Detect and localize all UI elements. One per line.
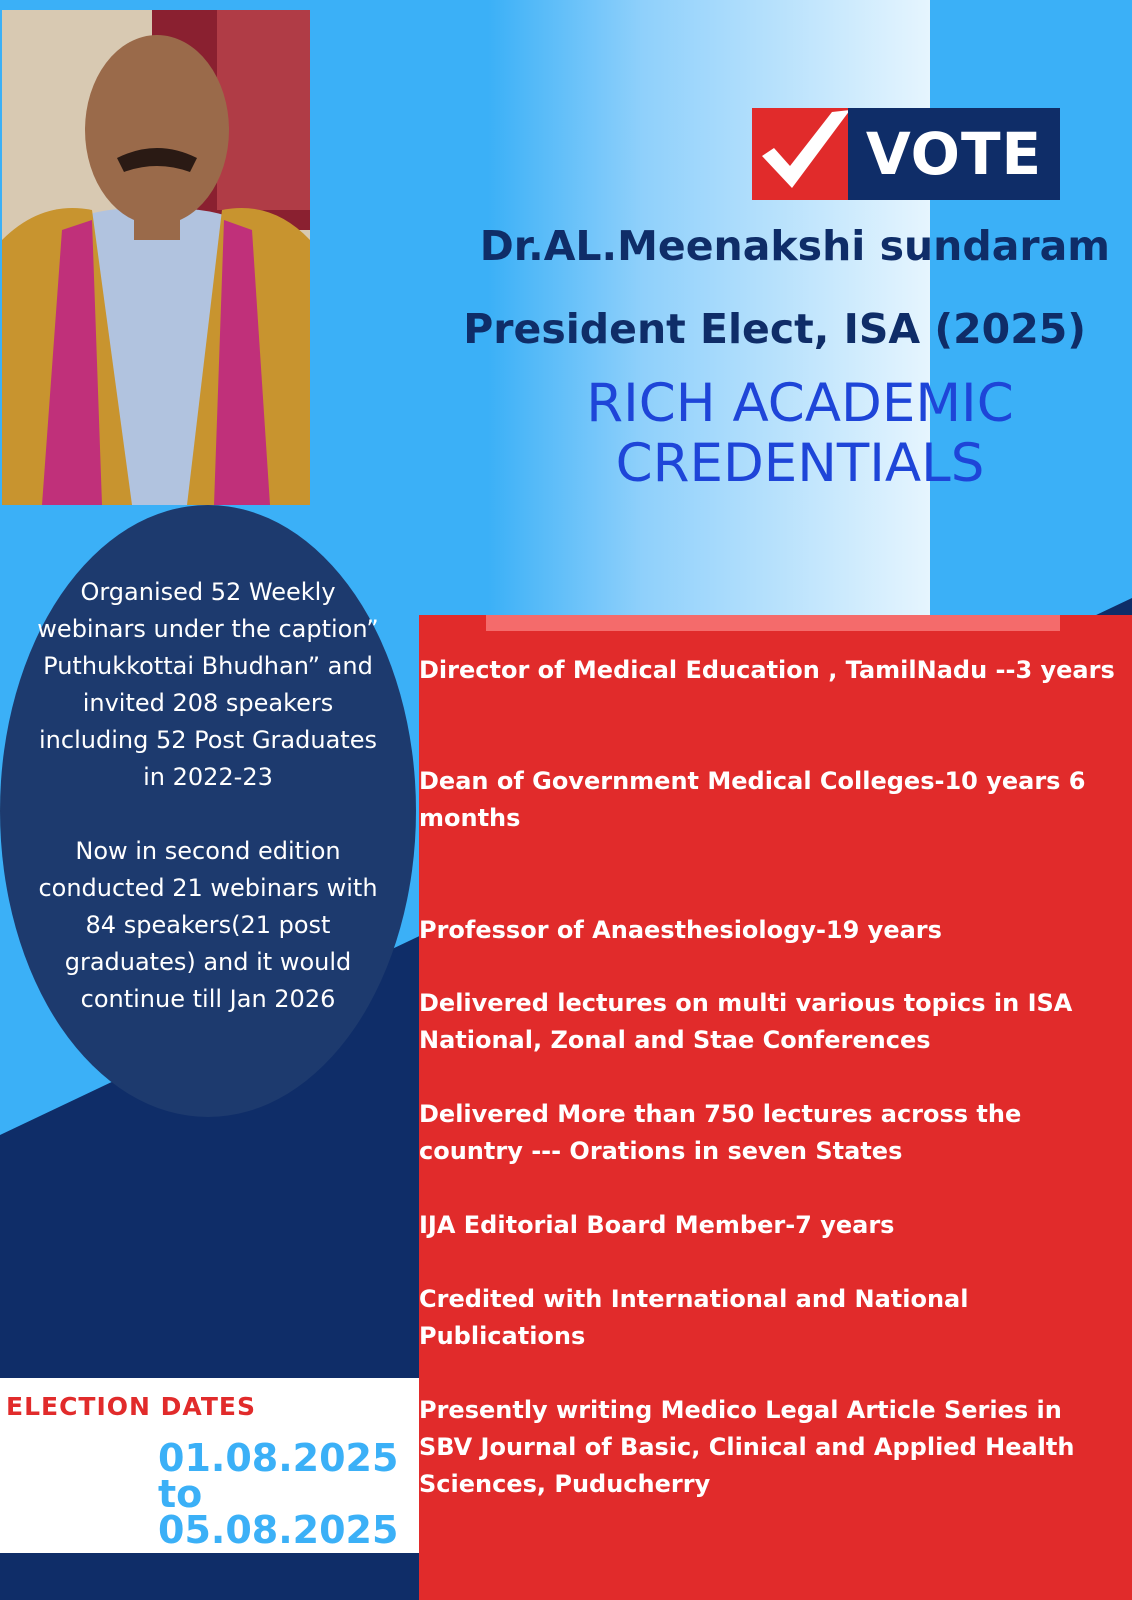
candidate-role: President Elect, ISA (2025) — [463, 305, 1086, 353]
election-start-date: 01.08.2025 — [158, 1436, 399, 1480]
candidate-photo — [2, 10, 310, 505]
webinar-paragraph-1: Organised 52 Weekly webinars under the caption” Puthukkottai Bhudhan” and invited 208 speakers including 52 Post Graduates in 2022-23 — [37, 578, 379, 791]
credential-item: Professor of Anaesthesiology-19 years — [419, 916, 942, 944]
checkmark-icon — [752, 108, 848, 200]
candidate-name: Dr.AL.Meenakshi sundaram — [479, 222, 1110, 270]
credential-item: Credited with International and National Publications — [419, 1285, 969, 1350]
election-dates-label: ELECTION DATES — [6, 1392, 256, 1421]
credential-item: Presently writing Medico Legal Article Series in SBV Journal of Basic, Clinical and Applied Health Sciences, Puducherry — [419, 1396, 1075, 1498]
credential-item: Director of Medical Education , TamilNadu --3 years — [419, 656, 1115, 684]
credential-item: Delivered lectures on multi various topics in ISA National, Zonal and Stae Conferences — [419, 989, 1073, 1054]
webinar-info — [36, 574, 380, 1018]
webinar-paragraph-2: Now in second edition conducted 21 webinars with 84 speakers(21 post graduates) and it would continue till Jan 2026 — [38, 837, 378, 1013]
vote-label: VOTE — [848, 108, 1060, 200]
election-date-separator: to — [158, 1472, 203, 1516]
heading-line-1: RICH ACADEMIC — [586, 373, 1014, 434]
election-dates-value — [158, 1436, 399, 1552]
vote-badge — [752, 108, 1060, 200]
panel-accent-bar — [486, 615, 1060, 631]
credential-item: IJA Editorial Board Member-7 years — [419, 1211, 895, 1239]
heading-line-2: CREDENTIALS — [615, 433, 985, 494]
credential-item: Delivered More than 750 lectures across the country --- Orations in seven States — [419, 1100, 1022, 1165]
credential-item: Dean of Government Medical Colleges-10 years 6 months — [419, 767, 1086, 832]
election-end-date: 05.08.2025 — [158, 1508, 399, 1552]
credentials-heading — [520, 374, 1080, 494]
